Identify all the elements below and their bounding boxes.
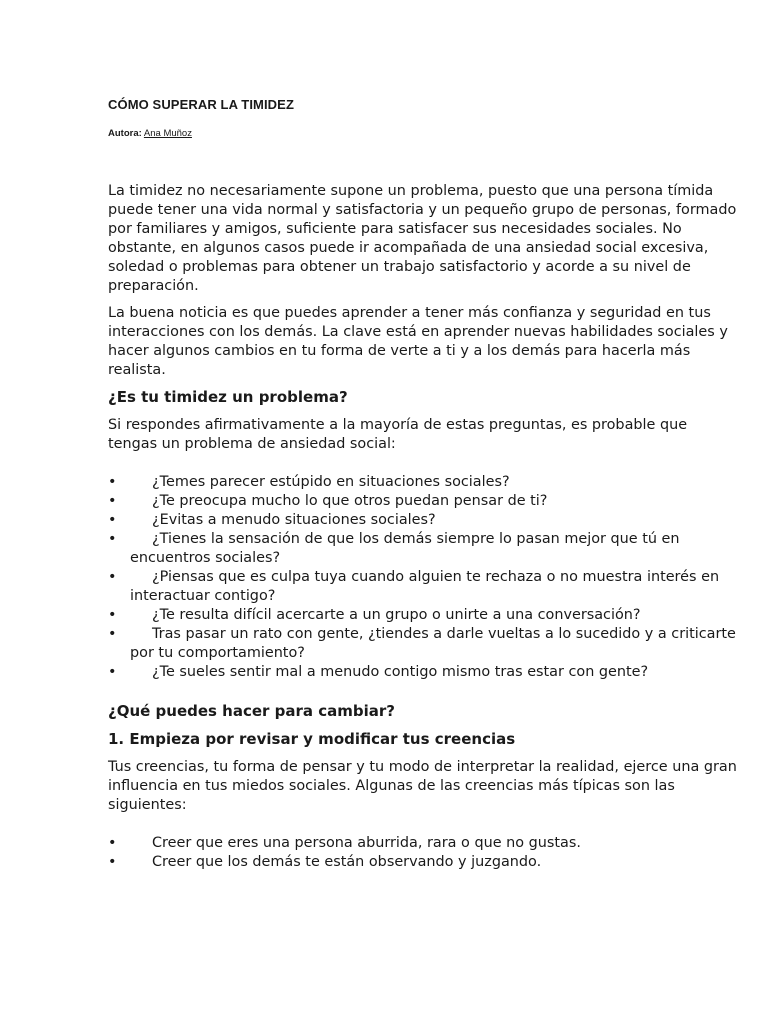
questions-list [108,473,738,682]
heading-is-shyness-a-problem: ¿Es tu timidez un problema? [108,388,348,406]
bullet-icon: • [108,607,117,623]
list-item-text: ¿Temes parecer estúpido en situaciones sociales? [152,474,510,490]
good-news-paragraph: La buena noticia es que puedes aprender a tener más confianza y seguridad en tus interacciones con los demás. La clave está en aprender nuevas habilidades sociales y hacer algunos cambios en tu forma de verte a ti y a los demás para hacerla más realista. [108,305,728,378]
list-item-text: Tras pasar un rato con gente, ¿tiendes a darle vueltas a lo sucedido y a criticarte por tu comportamiento? [130,626,736,661]
list-item-text: ¿Te sueles sentir mal a menudo contigo mismo tras estar con gente? [152,664,649,680]
list-item [108,511,738,530]
list-item-text: ¿Tienes la sensación de que los demás siempre lo pasan mejor que tú en encuentros sociales? [130,531,680,566]
heading-what-can-you-do: ¿Qué puedes hacer para cambiar? [108,702,396,720]
list-item [108,568,738,606]
list-item [108,834,738,853]
bullet-icon: • [108,854,117,870]
bullet-icon: • [108,512,117,528]
bullet-icon: • [108,664,117,680]
bullet-icon: • [108,626,117,642]
list-item [108,606,738,625]
document-page [108,96,738,872]
list-item-text: ¿Evitas a menudo situaciones sociales? [152,512,436,528]
list-item-text: Creer que los demás te están observando y juzgando. [152,854,542,870]
document-title: CÓMO SUPERAR LA TIMIDEZ [108,97,294,112]
list-item-text: ¿Piensas que es culpa tuya cuando alguien te rechaza o no muestra interés en interactuar contigo? [130,569,720,604]
list-item-text: ¿Te preocupa mucho lo que otros puedan pensar de ti? [152,493,548,509]
author-label: Autora: [108,128,142,139]
list-item [108,853,738,872]
beliefs-paragraph: Tus creencias, tu forma de pensar y tu modo de interpretar la realidad, ejerce una gran influencia en tus miedos sociales. Algunas de las creencias más típicas son las siguientes: [108,759,737,813]
bullet-icon: • [108,493,117,509]
author-line [108,127,738,141]
list-item [108,492,738,511]
author-link[interactable]: Ana Muñoz [143,128,192,139]
beliefs-list [108,834,738,872]
list-item [108,663,738,682]
list-item [108,473,738,492]
bullet-icon: • [108,835,117,851]
heading-step-1: 1. Empieza por revisar y modificar tus creencias [108,730,516,748]
list-item-text: Creer que eres una persona aburrida, rara o que no gustas. [152,835,581,851]
list-item [108,530,738,568]
bullet-icon: • [108,569,117,585]
list-item-text: ¿Te resulta difícil acercarte a un grupo o unirte a una conversación? [152,607,641,623]
intro-paragraph: La timidez no necesariamente supone un problema, puesto que una persona tímida puede tener una vida normal y satisfactoria y un pequeño grupo de personas, formado por familiares y amigos, suficiente para satisfacer sus necesidades sociales. No obstante, en algunos casos puede ir acompañada de una ansiedad social excesiva, soledad o problemas para obtener un trabajo satisfactorio y acorde a su nivel de preparación. [108,183,737,294]
questions-intro-paragraph: Si respondes afirmativamente a la mayoría de estas preguntas, es probable que tengas un problema de ansiedad social: [108,417,688,452]
bullet-icon: • [108,474,117,490]
list-item [108,625,738,663]
bullet-icon: • [108,531,117,547]
